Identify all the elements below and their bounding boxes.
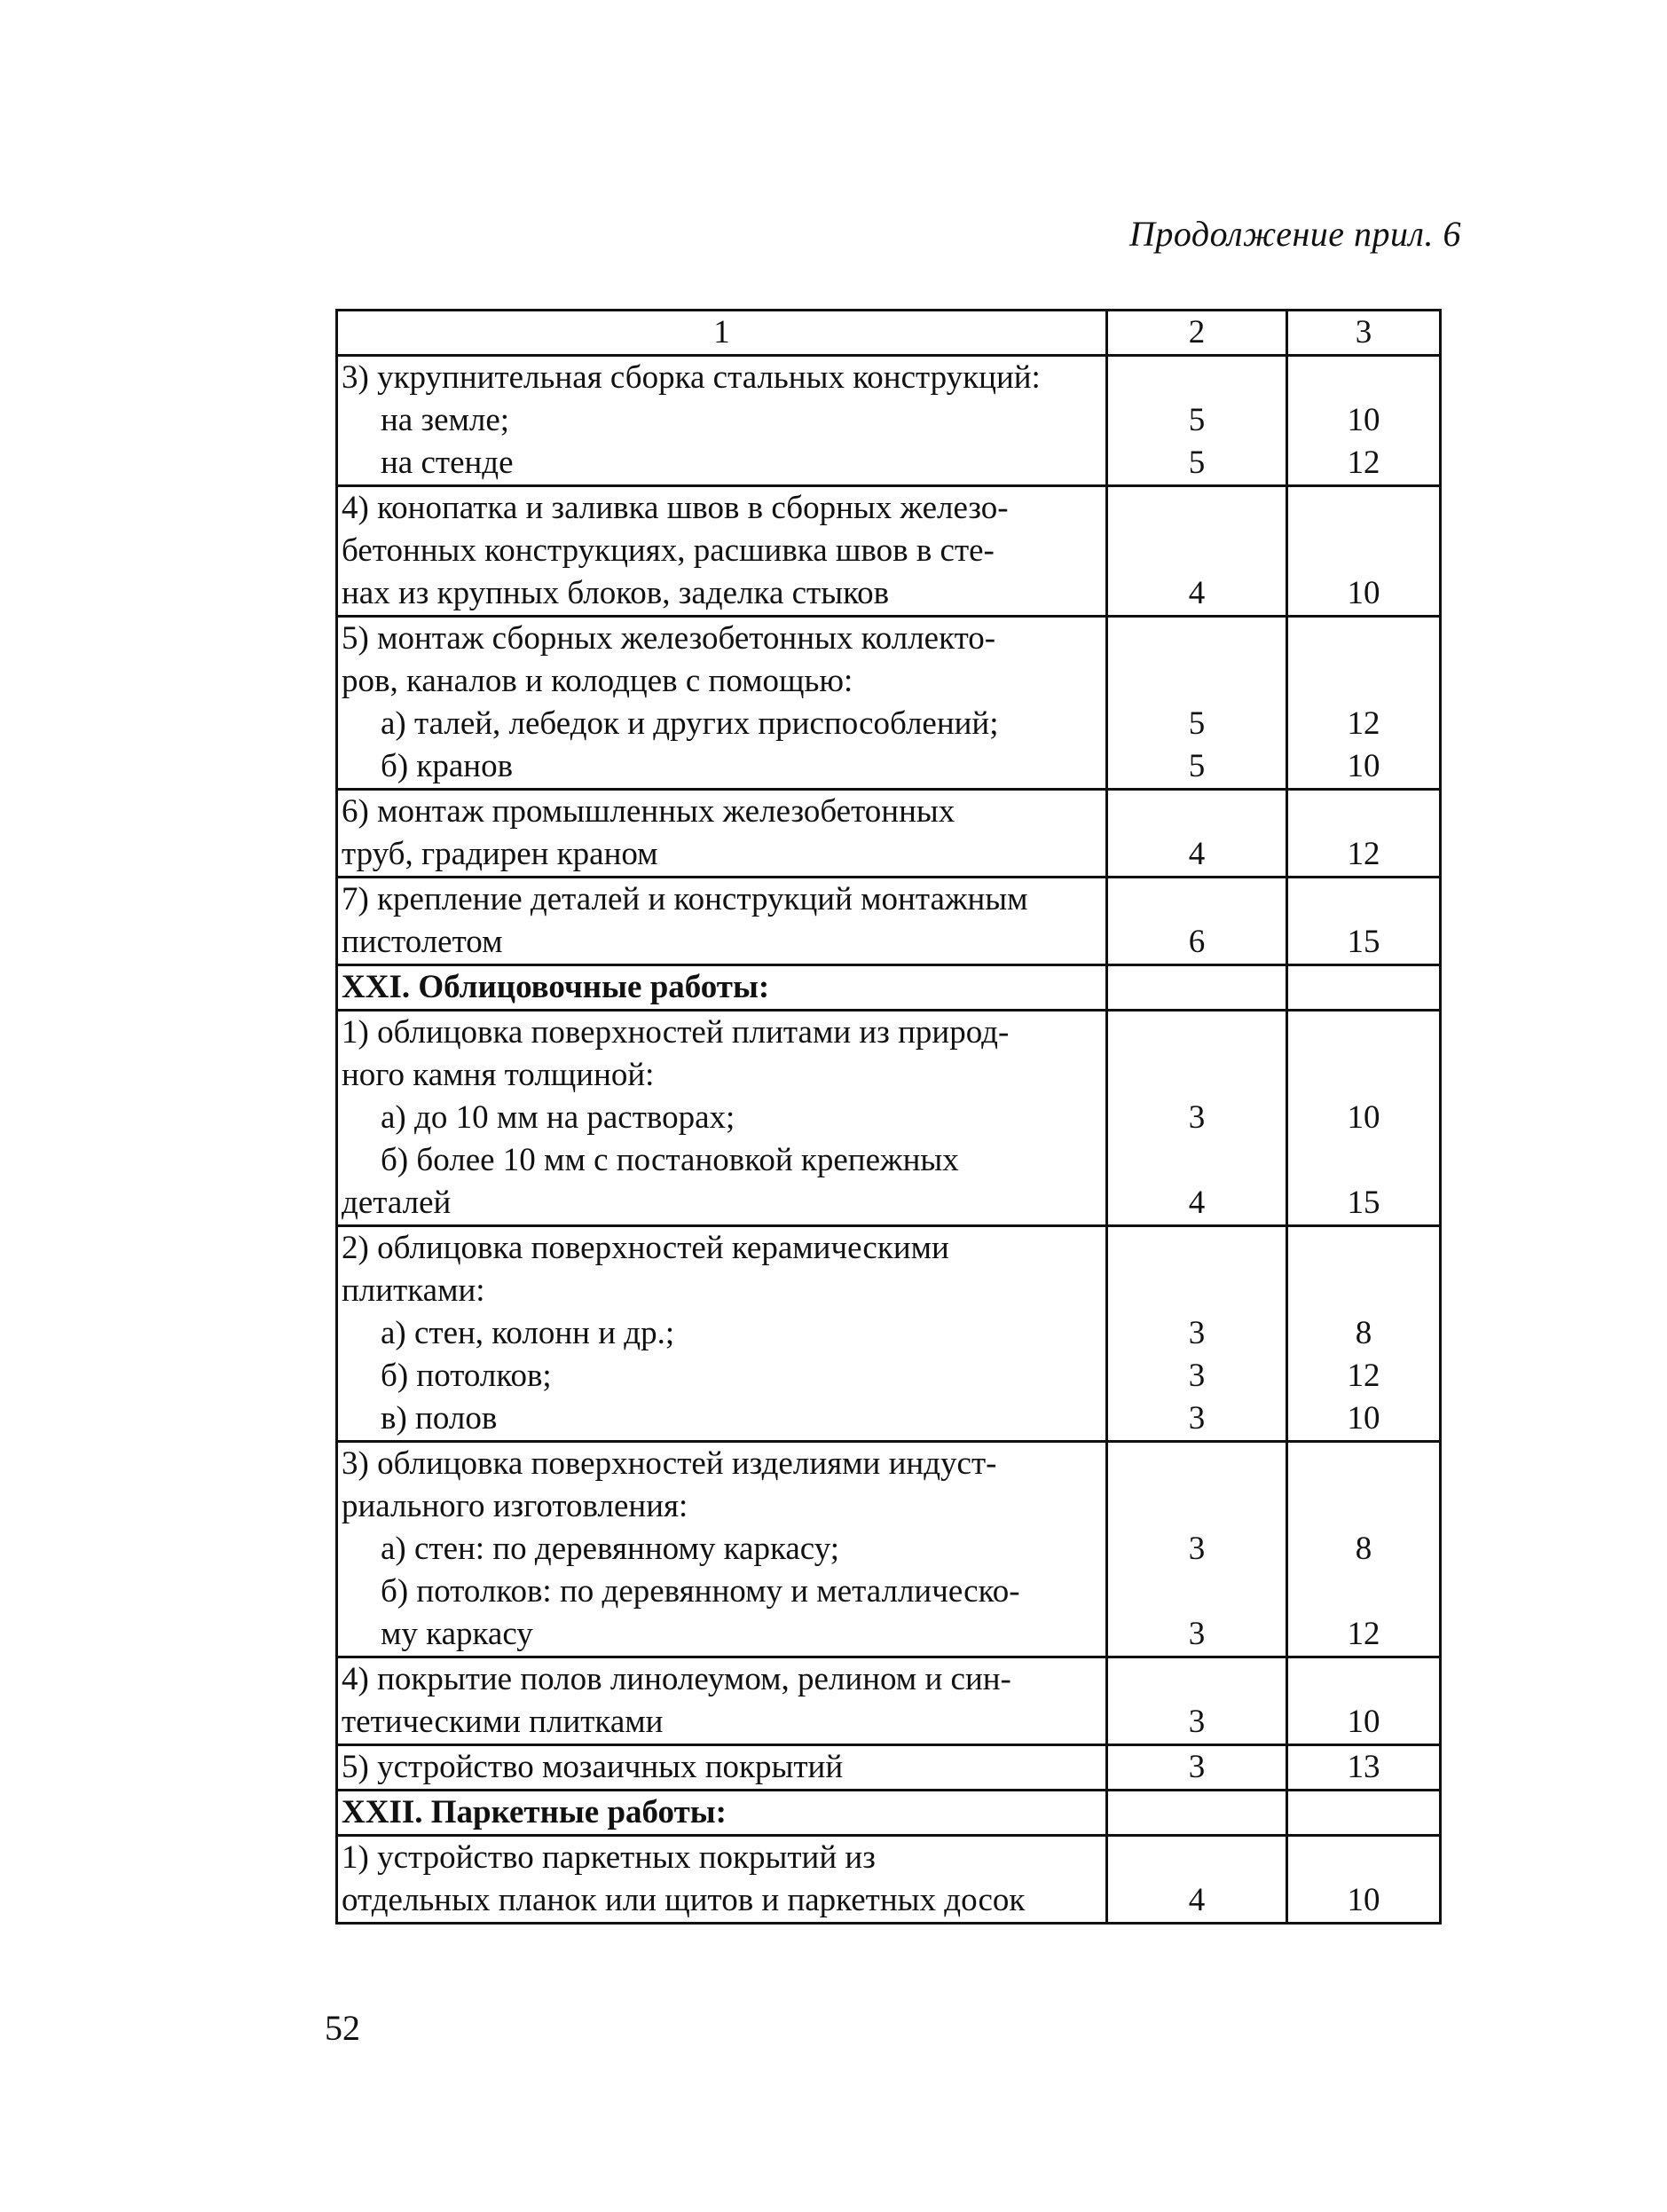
description-line: бетонных конструкциях, расшивка швов в сте- (342, 532, 995, 569)
section-title: XXI. Облицовочные работы: (342, 969, 770, 1005)
column-3-value: 10 (1347, 1704, 1380, 1740)
column-2-value: 3 (1188, 1749, 1206, 1785)
column-2-value (1108, 878, 1286, 921)
description-line: деталей (342, 1185, 452, 1221)
column-2-value (1108, 487, 1286, 530)
column-2-cell (1107, 1836, 1287, 1924)
description-line: риального изготовления: (342, 1488, 688, 1524)
description-line: а) стен, колонн и др.; (381, 1315, 675, 1351)
work-description-cell (337, 878, 1107, 965)
column-2-cell (1107, 1442, 1287, 1657)
description-line: му каркасу (381, 1616, 533, 1652)
description-line: а) до 10 мм на растворах; (381, 1099, 735, 1136)
description-line: в) полов (381, 1400, 498, 1437)
description-line: 5) устройство мозаичных покрытий (342, 1749, 844, 1785)
column-3-value (1288, 1139, 1439, 1182)
column-3-cell (1287, 1657, 1441, 1745)
column-3-value: 12 (1347, 705, 1380, 742)
column-2-value: 3 (1188, 1315, 1206, 1351)
column-3-value (1288, 1791, 1439, 1834)
description-line: 4) конопатка и заливка швов в сборных железо- (342, 490, 1009, 526)
column-3-value (1288, 1658, 1439, 1701)
work-description-cell (337, 1011, 1107, 1226)
work-description-cell (337, 965, 1107, 1011)
work-description-cell (337, 1791, 1107, 1836)
work-description-cell (337, 790, 1107, 878)
column-2-value (1108, 660, 1286, 703)
column-3-value (1288, 791, 1439, 833)
description-line: тетическими плитками (342, 1704, 664, 1740)
description-line: б) потолков: по деревянному и металлическо- (381, 1573, 1020, 1610)
column-2-value: 4 (1188, 575, 1206, 611)
description-line: нах из крупных блоков, заделка стыков (342, 575, 890, 611)
column-2-value (1108, 1012, 1286, 1054)
column-2-value (1108, 1139, 1286, 1182)
column-3-value: 8 (1355, 1531, 1372, 1567)
column-3-value: 12 (1347, 1616, 1380, 1652)
column-number-3: 3 (1287, 311, 1441, 356)
column-2-value: 4 (1188, 1882, 1206, 1918)
column-3-cell (1287, 1745, 1441, 1791)
description-line: 3) облицовка поверхностей изделиями индуст- (342, 1445, 997, 1482)
table-row (337, 790, 1441, 878)
column-2-cell (1107, 1226, 1287, 1442)
column-2-value: 5 (1188, 748, 1206, 784)
description-line: б) кранов (381, 748, 514, 784)
column-3-value (1288, 878, 1439, 921)
column-2-value (1108, 966, 1286, 1009)
description-line: труб, градирен краном (342, 836, 658, 872)
column-2-cell (1107, 790, 1287, 878)
column-3-cell (1287, 1442, 1441, 1657)
column-2-value: 3 (1188, 1704, 1206, 1740)
column-3-value: 13 (1347, 1749, 1380, 1785)
column-2-value: 5 (1188, 402, 1206, 438)
table-row (337, 1011, 1441, 1226)
table-row (337, 1745, 1441, 1791)
column-3-value (1288, 1054, 1439, 1097)
column-2-value: 3 (1188, 1616, 1206, 1652)
column-3-cell (1287, 878, 1441, 965)
column-3-value (1288, 1570, 1439, 1613)
description-line: ров, каналов и колодцев с помощью: (342, 663, 853, 699)
column-3-cell (1287, 486, 1441, 617)
column-2-cell (1107, 1791, 1287, 1836)
description-line: пистолетом (342, 924, 503, 960)
column-3-value: 10 (1347, 575, 1380, 611)
table-row (337, 617, 1441, 790)
description-line: а) стен: по деревянному каркасу; (381, 1531, 840, 1567)
column-2-cell (1107, 1745, 1287, 1791)
description-line: б) более 10 мм с постановкой крепежных (381, 1142, 959, 1178)
column-3-value (1288, 660, 1439, 703)
column-3-value: 12 (1347, 836, 1380, 872)
column-3-cell (1287, 356, 1441, 486)
column-3-value: 15 (1347, 1185, 1380, 1221)
work-description-cell (337, 1836, 1107, 1924)
column-3-value: 10 (1347, 1882, 1380, 1918)
description-line: ного камня толщиной: (342, 1057, 655, 1093)
description-line: 1) устройство паркетных покрытий из (342, 1839, 876, 1876)
column-3-cell (1287, 790, 1441, 878)
column-3-value (1288, 1270, 1439, 1312)
description-line: 3) укрупнительная сборка стальных конструкций: (342, 359, 1041, 396)
column-2-cell (1107, 617, 1287, 790)
work-description-cell (337, 617, 1107, 790)
column-2-cell (1107, 486, 1287, 617)
column-2-value: 3 (1188, 1358, 1206, 1394)
table-row (337, 356, 1441, 486)
column-2-cell (1107, 965, 1287, 1011)
column-number-1: 1 (337, 311, 1107, 356)
description-line: 1) облицовка поверхностей плитами из природ- (342, 1014, 1010, 1051)
column-3-value (1288, 618, 1439, 660)
description-line: 2) облицовка поверхностей керамическими (342, 1230, 949, 1266)
description-line: 4) покрытие полов линолеумом, релином и син- (342, 1661, 1011, 1697)
column-3-cell (1287, 1226, 1441, 1442)
description-line: на стенде (381, 445, 514, 481)
column-3-value (1288, 1227, 1439, 1270)
column-2-cell (1107, 1657, 1287, 1745)
column-2-value: 4 (1188, 836, 1206, 872)
column-2-cell (1107, 1011, 1287, 1226)
description-line: на земле; (381, 402, 510, 438)
norms-table-body (337, 311, 1441, 1924)
description-line: 6) монтаж промышленных железобетонных (342, 793, 955, 830)
column-3-cell (1287, 1011, 1441, 1226)
table-row (337, 1657, 1441, 1745)
column-2-value (1108, 530, 1286, 572)
description-line: 7) крепление деталей и конструкций монтажным (342, 881, 1028, 917)
column-3-value: 8 (1355, 1315, 1372, 1351)
column-3-value (1288, 1837, 1439, 1879)
section-title: XXII. Паркетные работы: (342, 1794, 727, 1830)
column-2-value: 5 (1188, 705, 1206, 742)
column-3-value (1288, 1485, 1439, 1528)
description-line: а) талей, лебедок и других приспособлений; (381, 705, 999, 742)
column-3-value: 10 (1347, 402, 1380, 438)
column-3-cell (1287, 1836, 1441, 1924)
column-3-value: 10 (1347, 1099, 1380, 1136)
column-3-cell (1287, 1791, 1441, 1836)
column-2-value (1108, 1791, 1286, 1834)
column-3-value: 10 (1347, 1400, 1380, 1437)
column-2-cell (1107, 356, 1287, 486)
column-2-value (1108, 357, 1286, 399)
column-3-cell (1287, 965, 1441, 1011)
column-3-value (1288, 1012, 1439, 1054)
column-3-value (1288, 1443, 1439, 1485)
column-3-value: 15 (1347, 924, 1380, 960)
column-3-value: 12 (1347, 445, 1380, 481)
column-2-value (1108, 618, 1286, 660)
norms-table (335, 309, 1442, 1925)
column-number-row (337, 311, 1441, 356)
work-description-cell (337, 1442, 1107, 1657)
section-heading-row (337, 965, 1441, 1011)
column-2-value (1108, 1270, 1286, 1312)
column-2-value (1108, 1443, 1286, 1485)
page-number: 52 (325, 2008, 360, 2048)
column-2-value (1108, 1054, 1286, 1097)
description-line: б) потолков; (381, 1358, 552, 1394)
description-line: 5) монтаж сборных железобетонных коллекто- (342, 620, 996, 657)
table-row (337, 486, 1441, 617)
column-2-cell (1107, 878, 1287, 965)
description-line: плитками: (342, 1272, 485, 1309)
column-2-value: 5 (1188, 445, 1206, 481)
column-3-value: 10 (1347, 748, 1380, 784)
column-3-value (1288, 487, 1439, 530)
column-2-value (1108, 791, 1286, 833)
column-2-value (1108, 1837, 1286, 1879)
column-2-value (1108, 1227, 1286, 1270)
column-3-value: 12 (1347, 1358, 1380, 1394)
column-3-value (1288, 966, 1439, 1009)
column-2-value (1108, 1658, 1286, 1701)
column-3-cell (1287, 617, 1441, 790)
table-row (337, 1442, 1441, 1657)
work-description-cell (337, 356, 1107, 486)
column-3-value (1288, 357, 1439, 399)
work-description-cell (337, 486, 1107, 617)
column-3-value (1288, 530, 1439, 572)
column-2-value: 3 (1188, 1099, 1206, 1136)
section-heading-row (337, 1791, 1441, 1836)
continuation-caption: Продолжение прил. 6 (1128, 214, 1461, 254)
work-description-cell (337, 1226, 1107, 1442)
column-number-2: 2 (1107, 311, 1287, 356)
column-2-value: 4 (1188, 1185, 1206, 1221)
description-line: отдельных планок или щитов и паркетных досок (342, 1882, 1026, 1918)
table-row (337, 1836, 1441, 1924)
column-2-value: 3 (1188, 1400, 1206, 1437)
column-2-value: 6 (1188, 924, 1206, 960)
work-description-cell (337, 1657, 1107, 1745)
table-row (337, 878, 1441, 965)
column-2-value (1108, 1485, 1286, 1528)
table-row (337, 1226, 1441, 1442)
column-2-value (1108, 1570, 1286, 1613)
work-description-cell (337, 1745, 1107, 1791)
column-2-value: 3 (1188, 1531, 1206, 1567)
